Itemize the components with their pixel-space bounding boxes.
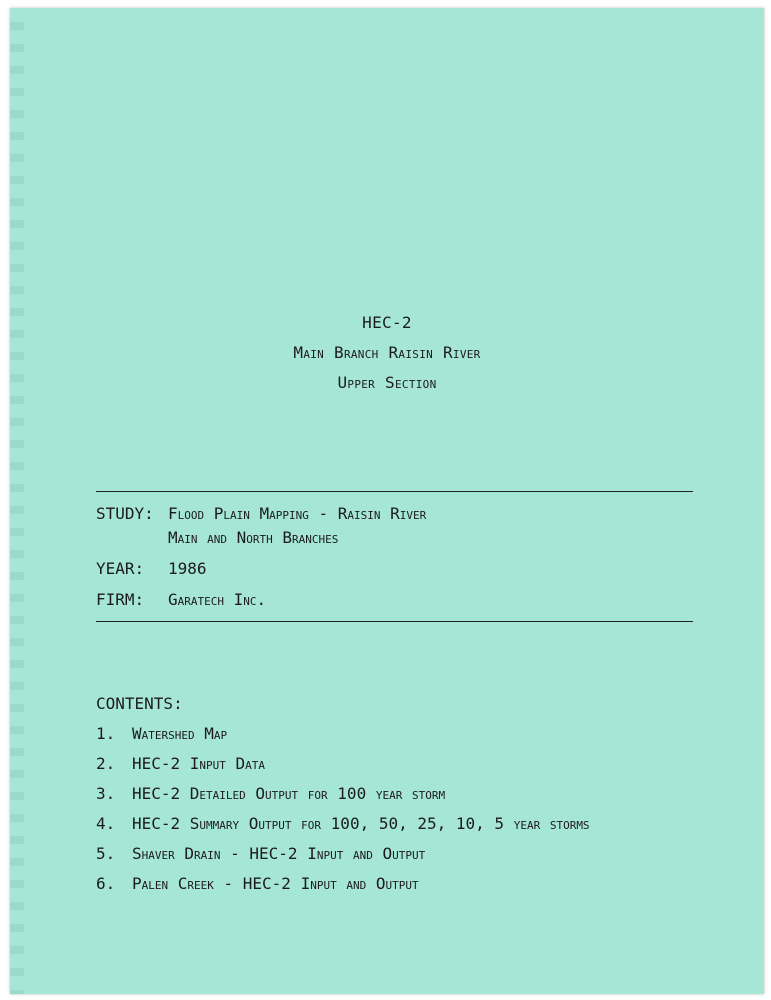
bottom-divider	[96, 621, 693, 622]
list-item	[96, 752, 590, 776]
firm-label: FIRM:	[96, 590, 145, 609]
item-number: 1.	[96, 724, 116, 743]
study-value-2: Main and North Branches	[168, 528, 339, 547]
list-item	[96, 872, 590, 896]
item-text: HEC-2 Detailed Output for 100 year storm	[132, 784, 446, 803]
firm-value: Garatech Inc.	[168, 590, 267, 609]
study-row-continued	[96, 526, 426, 550]
list-item	[96, 782, 590, 806]
title-line-2: Main Branch Raisin River	[293, 343, 481, 362]
item-number: 3.	[96, 784, 116, 803]
study-label: STUDY:	[96, 504, 154, 523]
year-label: YEAR:	[96, 559, 145, 578]
contents-section	[96, 692, 590, 902]
year-row	[96, 557, 426, 581]
item-text: HEC-2 Summary Output for 100, 50, 25, 10, 5 year storms	[132, 814, 590, 833]
cover-page	[10, 8, 764, 994]
item-number: 2.	[96, 754, 116, 773]
item-text: HEC-2 Input Data	[132, 754, 266, 773]
study-info	[96, 502, 426, 612]
title-line-1: HEC-2	[362, 313, 412, 332]
item-text: Palen Creek - HEC-2 Input and Output	[132, 874, 419, 893]
top-divider	[96, 491, 693, 492]
item-text: Shaver Drain - HEC-2 Input and Output	[132, 844, 426, 863]
title-block	[10, 308, 764, 398]
list-item	[96, 842, 590, 866]
item-number: 6.	[96, 874, 116, 893]
list-item	[96, 812, 590, 836]
study-value-1: Flood Plain Mapping - Raisin River	[168, 504, 427, 523]
title-line-3: Upper Section	[337, 373, 437, 392]
study-row	[96, 502, 426, 526]
item-number: 5.	[96, 844, 116, 863]
list-item	[96, 722, 590, 746]
year-value: 1986	[168, 559, 207, 578]
firm-row	[96, 588, 426, 612]
item-number: 4.	[96, 814, 116, 833]
binding-edge	[10, 8, 24, 994]
contents-heading: CONTENTS:	[96, 694, 183, 713]
item-text: Watershed Map	[132, 724, 228, 743]
